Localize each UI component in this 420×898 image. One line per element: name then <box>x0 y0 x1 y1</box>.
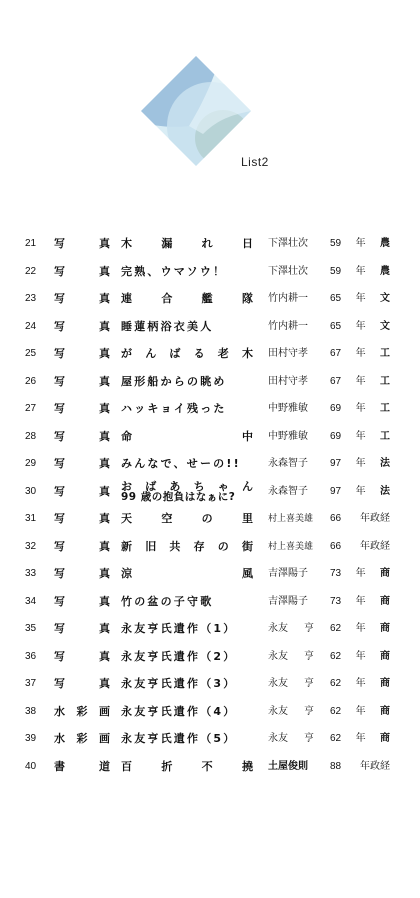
entry-genre <box>54 261 110 283</box>
list-item <box>0 288 420 310</box>
entry-author: 村上喜美雄 <box>268 542 314 552</box>
entry-author: 永森智子 <box>268 458 308 469</box>
graduation-part: 年政経 <box>360 541 390 552</box>
title-part: 永友亨氏遺作（3） <box>121 677 237 690</box>
title-part: 天 <box>121 512 132 525</box>
graduation-part: 69 <box>330 431 342 442</box>
genre-char: 真 <box>99 375 110 388</box>
entry-number: 33 <box>25 568 37 579</box>
entry-title <box>121 728 253 750</box>
title-part: 老 <box>217 347 229 360</box>
entry-graduation <box>330 371 390 393</box>
entry-author: 吉澤陽子 <box>268 568 308 579</box>
graduation-part: 年 <box>355 678 366 689</box>
genre-char: 彩 <box>76 705 88 718</box>
entry-title <box>121 646 253 668</box>
entry-title <box>121 563 253 585</box>
entry-genre <box>54 426 110 448</box>
graduation-part: 文 <box>380 321 390 332</box>
entry-graduation <box>330 728 390 750</box>
entry-number: 24 <box>25 321 37 332</box>
title-part: ば <box>169 347 181 360</box>
list-item <box>0 646 420 668</box>
entry-genre <box>54 618 110 640</box>
entry-number: 22 <box>25 266 37 277</box>
entry-author: 下澤壮次 <box>268 266 308 277</box>
list-item <box>0 701 420 723</box>
genre-char: 写 <box>54 677 65 690</box>
graduation-part: 65 <box>330 321 342 332</box>
list-item <box>0 261 420 283</box>
title-line-2: 99 歳の抱負はなぁに? <box>121 491 236 503</box>
genre-char: 彩 <box>76 732 88 745</box>
title-part: 睡蓮柄浴衣美人 <box>121 320 214 333</box>
entry-author: 田村守孝 <box>268 376 308 387</box>
title-part: 涼 <box>121 567 132 580</box>
graduation-part: 年 <box>355 348 366 359</box>
entry-graduation <box>330 398 390 420</box>
title-part: 合 <box>161 292 173 305</box>
entry-genre <box>54 233 110 255</box>
graduation-part: 年 <box>355 376 366 387</box>
list-item <box>0 453 420 475</box>
entry-title <box>121 618 253 640</box>
entry-number: 26 <box>25 376 37 387</box>
list-item <box>0 371 420 393</box>
title-part: 新 <box>121 540 132 553</box>
entry-genre <box>54 591 110 613</box>
graduation-part: 工 <box>380 403 390 414</box>
author-part: 永友 <box>268 651 288 662</box>
graduation-part: 工 <box>380 376 390 387</box>
genre-char: 写 <box>54 347 65 360</box>
entry-number: 25 <box>25 348 37 359</box>
entry-title <box>121 316 253 338</box>
list-item <box>0 728 420 750</box>
entry-number: 40 <box>25 761 37 772</box>
author-part: 亨 <box>304 651 314 662</box>
title-part: 里 <box>241 512 253 525</box>
entry-genre <box>54 728 110 750</box>
entry-graduation <box>330 591 390 613</box>
genre-char: 写 <box>54 457 65 470</box>
list-item <box>0 316 420 338</box>
entry-author <box>268 701 314 723</box>
entry-graduation <box>330 343 390 365</box>
title-part: 旧 <box>145 540 157 553</box>
author-part: 永友 <box>268 706 288 717</box>
title-part: 木 <box>241 347 253 360</box>
entry-title <box>121 371 253 393</box>
entry-number: 38 <box>25 706 37 717</box>
entry-genre <box>54 673 110 695</box>
entry-title <box>121 453 253 475</box>
entry-author: 下澤壮次 <box>268 238 308 249</box>
genre-char: 写 <box>54 265 65 278</box>
genre-char: 水 <box>54 705 65 718</box>
entry-genre <box>54 646 110 668</box>
graduation-part: 年 <box>355 486 366 497</box>
genre-char: 写 <box>54 595 65 608</box>
graduation-part: 農 <box>380 266 390 277</box>
entry-title <box>121 591 253 613</box>
graduation-part: 年 <box>355 266 366 277</box>
title-part: 隊 <box>241 292 253 305</box>
title-part: 日 <box>241 237 253 250</box>
title-part: 撓 <box>241 760 253 773</box>
graduation-part: 農 <box>380 238 390 249</box>
entry-number: 29 <box>25 458 37 469</box>
genre-char: 道 <box>99 760 110 773</box>
entry-number: 21 <box>25 238 37 249</box>
entry-graduation <box>330 233 390 255</box>
entry-graduation <box>330 316 390 338</box>
genre-char: 真 <box>99 402 110 415</box>
genre-char: 真 <box>99 347 110 360</box>
entry-graduation <box>330 481 390 503</box>
entry-genre <box>54 398 110 420</box>
entry-graduation <box>330 508 390 530</box>
title-part: ハッキョイ残った <box>121 402 227 415</box>
title-char: ゃ <box>217 480 229 493</box>
graduation-part: 67 <box>330 376 342 387</box>
graduation-part: 年 <box>355 293 366 304</box>
genre-char: 画 <box>99 705 110 718</box>
genre-char: 真 <box>99 265 110 278</box>
author-part: 亨 <box>304 733 314 744</box>
graduation-part: 商 <box>380 623 390 634</box>
title-part: 漏 <box>161 237 173 250</box>
title-char: ん <box>241 480 253 493</box>
title-char: ば <box>145 480 157 493</box>
genre-char: 写 <box>54 237 65 250</box>
graduation-part: 69 <box>330 403 342 414</box>
title-part: 空 <box>161 512 173 525</box>
genre-char: 写 <box>54 320 65 333</box>
author-part: 亨 <box>304 706 314 717</box>
graduation-part: 年政経 <box>360 761 390 772</box>
entry-genre <box>54 316 110 338</box>
graduation-part: 66 <box>330 513 342 524</box>
genre-char: 真 <box>99 292 110 305</box>
list-title: List2 <box>241 155 269 169</box>
genre-char: 写 <box>54 512 65 525</box>
entry-number: 37 <box>25 678 37 689</box>
graduation-part: 年 <box>355 238 366 249</box>
genre-char: 真 <box>99 677 110 690</box>
entry-title <box>121 673 253 695</box>
graduation-part: 年 <box>355 733 366 744</box>
entry-graduation <box>330 673 390 695</box>
entry-number: 31 <box>25 513 37 524</box>
title-part: みんなで、せーの!! <box>121 457 241 470</box>
graduation-part: 62 <box>330 678 342 689</box>
title-part: 命 <box>121 430 132 443</box>
list-item <box>0 756 420 778</box>
graduation-part: 97 <box>330 458 342 469</box>
genre-char: 真 <box>99 595 110 608</box>
entry-number: 39 <box>25 733 37 744</box>
entry-author <box>268 646 314 668</box>
entry-graduation <box>330 618 390 640</box>
entry-number: 36 <box>25 651 37 662</box>
graduation-part: 商 <box>380 706 390 717</box>
entry-title <box>121 508 253 530</box>
graduation-part: 73 <box>330 596 342 607</box>
author-part: 永友 <box>268 623 288 634</box>
genre-char: 真 <box>99 320 110 333</box>
title-part: 永友亨氏遺作（4） <box>121 705 237 718</box>
entry-number: 30 <box>25 486 37 497</box>
graduation-part: 年 <box>355 403 366 414</box>
title-part: 連 <box>121 292 132 305</box>
entry-author <box>268 673 314 695</box>
genre-char: 写 <box>54 430 65 443</box>
title-part: 折 <box>161 760 173 773</box>
entry-number: 23 <box>25 293 37 304</box>
entry-author: 田村守孝 <box>268 348 308 359</box>
genre-char: 書 <box>54 760 65 773</box>
entry-author: 吉澤陽子 <box>268 596 308 607</box>
genre-char: 写 <box>54 485 65 498</box>
entry-title <box>121 536 253 558</box>
author-part: 亨 <box>304 623 314 634</box>
title-part: 永友亨氏遺作（5） <box>121 732 237 745</box>
genre-char: 真 <box>99 430 110 443</box>
title-part: 中 <box>242 430 253 443</box>
entry-genre <box>54 536 110 558</box>
genre-char: 真 <box>99 540 110 553</box>
logo-diamond <box>141 56 251 166</box>
title-part: 永友亨氏遺作（1） <box>121 622 237 635</box>
graduation-part: 年 <box>355 651 366 662</box>
graduation-part: 商 <box>380 651 390 662</box>
title-part: ん <box>145 347 157 360</box>
entry-number: 35 <box>25 623 37 634</box>
graduation-part: 商 <box>380 568 390 579</box>
graduation-part: 商 <box>380 678 390 689</box>
title-char: あ <box>169 480 181 493</box>
genre-char: 写 <box>54 292 65 305</box>
title-part: が <box>121 347 132 360</box>
entry-title <box>121 261 253 283</box>
graduation-part: 62 <box>330 706 342 717</box>
entry-genre <box>54 481 110 503</box>
author-part: 永友 <box>268 678 288 689</box>
title-part: 永友亨氏遺作（2） <box>121 650 237 663</box>
graduation-part: 法 <box>380 486 390 497</box>
entry-genre <box>54 343 110 365</box>
entry-author <box>268 728 314 750</box>
genre-char: 画 <box>99 732 110 745</box>
entry-title <box>121 481 253 503</box>
entry-title <box>121 398 253 420</box>
graduation-part: 工 <box>380 431 390 442</box>
entry-graduation <box>330 646 390 668</box>
list-item <box>0 591 420 613</box>
genre-char: 真 <box>99 622 110 635</box>
graduation-part: 年 <box>355 458 366 469</box>
entry-graduation <box>330 563 390 585</box>
title-part: 竹の盆の子守歌 <box>121 595 214 608</box>
entry-author: 中野雅敏 <box>268 431 308 442</box>
entry-author: 竹内耕一 <box>268 293 308 304</box>
graduation-part: 年 <box>355 623 366 634</box>
genre-char: 真 <box>99 650 110 663</box>
entry-number: 32 <box>25 541 37 552</box>
list-item <box>0 233 420 255</box>
graduation-part: 88 <box>330 761 342 772</box>
entry-title <box>121 233 253 255</box>
entry-graduation <box>330 536 390 558</box>
title-part: 艦 <box>201 292 213 305</box>
author-part: 永友 <box>268 733 288 744</box>
graduation-part: 年 <box>355 431 366 442</box>
genre-char: 真 <box>99 512 110 525</box>
entry-author: 村上喜美雄 <box>268 514 314 524</box>
entry-genre <box>54 453 110 475</box>
graduation-part: 年 <box>355 596 366 607</box>
genre-char: 写 <box>54 375 65 388</box>
entry-number: 27 <box>25 403 37 414</box>
graduation-part: 年政経 <box>360 513 390 524</box>
title-part: 百 <box>121 760 132 773</box>
title-part: 屋形船からの眺め <box>121 375 227 388</box>
entry-genre <box>54 371 110 393</box>
graduation-part: 59 <box>330 238 342 249</box>
graduation-part: 文 <box>380 293 390 304</box>
entry-author: 竹内耕一 <box>268 321 308 332</box>
list-item <box>0 426 420 448</box>
genre-char: 真 <box>99 567 110 580</box>
entry-author <box>268 618 314 640</box>
graduation-part: 65 <box>330 293 342 304</box>
entry-genre <box>54 288 110 310</box>
genre-char: 写 <box>54 567 65 580</box>
title-char: ち <box>193 480 205 493</box>
entry-title <box>121 426 253 448</box>
entry-graduation <box>330 756 390 778</box>
entry-title <box>121 701 253 723</box>
title-part: 街 <box>241 540 253 553</box>
graduation-part: 66 <box>330 541 342 552</box>
graduation-part: 年 <box>355 568 366 579</box>
author-part: 亨 <box>304 678 314 689</box>
entry-author: 中野雅敏 <box>268 403 308 414</box>
list-item <box>0 508 420 530</box>
list-item <box>0 536 420 558</box>
graduation-part: 97 <box>330 486 342 497</box>
entry-number: 34 <box>25 596 37 607</box>
graduation-part: 年 <box>355 706 366 717</box>
title-part: 完熟、ウマソウ！ <box>121 265 227 278</box>
title-part: 存 <box>193 540 205 553</box>
entry-author: 永森智子 <box>268 486 308 497</box>
entry-title <box>121 288 253 310</box>
graduation-part: 59 <box>330 266 342 277</box>
genre-char: 写 <box>54 402 65 415</box>
graduation-part: 法 <box>380 458 390 469</box>
entry-genre <box>54 563 110 585</box>
list-item <box>0 398 420 420</box>
genre-char: 写 <box>54 622 65 635</box>
entry-graduation <box>330 453 390 475</box>
genre-char: 水 <box>54 732 65 745</box>
graduation-part: 73 <box>330 568 342 579</box>
graduation-part: 商 <box>380 733 390 744</box>
title-part: の <box>217 540 229 553</box>
title-part: れ <box>201 237 213 250</box>
genre-char: 写 <box>54 540 65 553</box>
graduation-part: 62 <box>330 623 342 634</box>
title-char: お <box>121 480 132 493</box>
genre-char: 真 <box>99 485 110 498</box>
entry-genre <box>54 756 110 778</box>
graduation-part: 工 <box>380 348 390 359</box>
title-part: る <box>193 347 205 360</box>
graduation-part: 62 <box>330 733 342 744</box>
title-part: の <box>201 512 213 525</box>
list-item <box>0 618 420 640</box>
entry-graduation <box>330 288 390 310</box>
title-part: 風 <box>242 567 253 580</box>
title-part: 不 <box>201 760 213 773</box>
list-item <box>0 343 420 365</box>
entry-graduation <box>330 261 390 283</box>
entry-title <box>121 756 253 778</box>
title-part: 共 <box>169 540 181 553</box>
entry-graduation <box>330 426 390 448</box>
list-item <box>0 563 420 585</box>
entry-genre <box>54 508 110 530</box>
entry-graduation <box>330 701 390 723</box>
graduation-part: 67 <box>330 348 342 359</box>
list-item <box>0 481 420 503</box>
genre-char: 写 <box>54 650 65 663</box>
graduation-part: 年 <box>355 321 366 332</box>
genre-char: 真 <box>99 237 110 250</box>
genre-char: 真 <box>99 457 110 470</box>
entry-number: 28 <box>25 431 37 442</box>
list-item <box>0 673 420 695</box>
graduation-part: 62 <box>330 651 342 662</box>
title-part: 木 <box>121 237 132 250</box>
entry-title <box>121 343 253 365</box>
graduation-part: 商 <box>380 596 390 607</box>
entry-author: 土屋俊則 <box>268 761 308 772</box>
entry-genre <box>54 701 110 723</box>
